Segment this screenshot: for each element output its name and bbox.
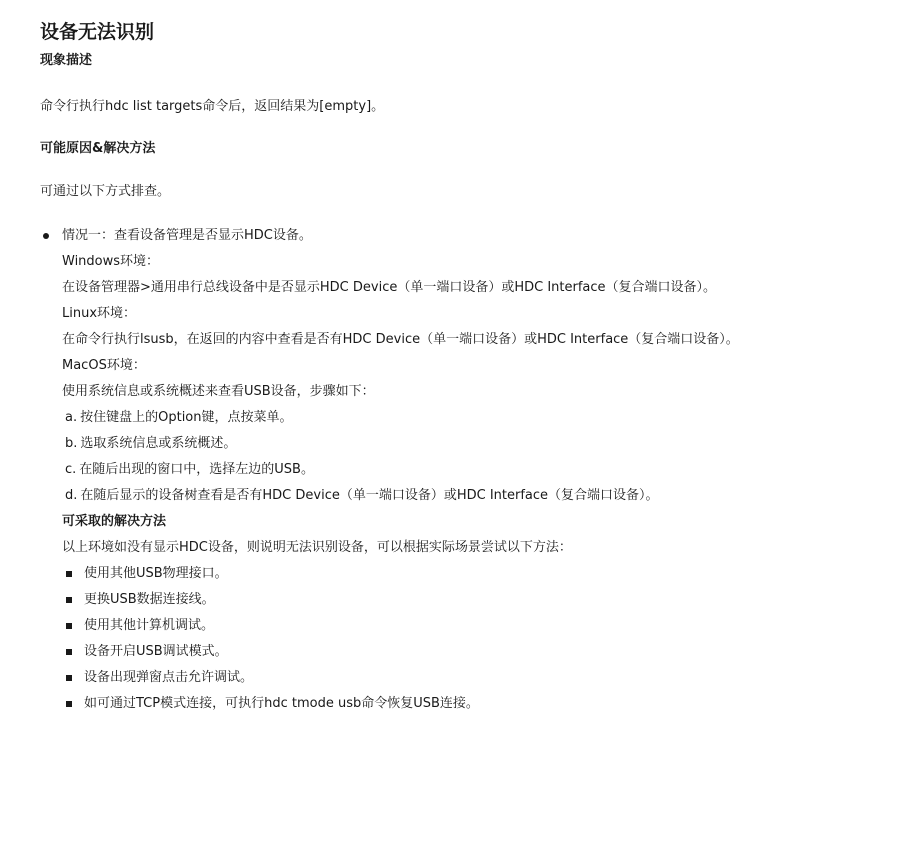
solution-item bbox=[62, 695, 919, 713]
symptom-heading: 现象描述 bbox=[40, 53, 93, 68]
step-text: 在随后出现的窗口中，选择左边的USB。 bbox=[79, 462, 314, 477]
page-title: 设备无法识别 bbox=[40, 21, 155, 43]
step-text: 按住键盘上的Option键，点按菜单。 bbox=[80, 410, 293, 425]
linux-label: Linux环境： bbox=[62, 306, 137, 321]
mac-step bbox=[65, 435, 919, 453]
solution-text: 使用其他计算机调试。 bbox=[84, 618, 215, 633]
solution-item bbox=[62, 565, 919, 583]
square-bullet-icon bbox=[66, 675, 72, 681]
mac-step bbox=[65, 487, 919, 505]
step-text: 在随后显示的设备树查看是否有HDC Device（单一端口设备）或HDC Interface（复合端口设备）。 bbox=[80, 488, 659, 503]
square-bullet-icon bbox=[66, 649, 72, 655]
mac-step bbox=[65, 461, 919, 479]
square-bullet-icon bbox=[66, 623, 72, 629]
solution-item bbox=[62, 643, 919, 661]
solution-text: 更换USB数据连接线。 bbox=[84, 592, 215, 607]
solution-text: 使用其他USB物理接口。 bbox=[84, 566, 228, 581]
mac-text: 使用系统信息或系统概述来查看USB设备，步骤如下： bbox=[62, 384, 375, 399]
case-list bbox=[40, 227, 919, 713]
cause-heading: 可能原因&解决方法 bbox=[40, 141, 156, 156]
step-marker: b. bbox=[65, 436, 78, 451]
square-bullet-icon bbox=[66, 571, 72, 577]
symptom-text: 命令行执行hdc list targets命令后，返回结果为[empty]。 bbox=[40, 99, 385, 114]
solutions-heading: 可采取的解决方法 bbox=[62, 514, 167, 529]
solutions-list bbox=[62, 565, 919, 713]
solutions-intro: 以上环境如没有显示HDC设备，则说明无法识别设备，可以根据实际场景尝试以下方法： bbox=[62, 540, 572, 555]
solution-text: 设备出现弹窗点击允许调试。 bbox=[84, 670, 254, 685]
linux-text: 在命令行执行lsusb，在返回的内容中查看是否有HDC Device（单一端口设备）或HDC Interface（复合端口设备）。 bbox=[62, 332, 739, 347]
mac-steps-list bbox=[62, 409, 919, 505]
windows-text: 在设备管理器>通用串行总线设备中是否显示HDC Device（单一端口设备）或HDC Interface（复合端口设备）。 bbox=[62, 280, 717, 295]
step-marker: d. bbox=[65, 488, 78, 503]
step-marker: a. bbox=[65, 410, 78, 425]
square-bullet-icon bbox=[66, 701, 72, 707]
mac-label: MacOS环境： bbox=[62, 358, 146, 373]
solution-text: 如可通过TCP模式连接，可执行hdc tmode usb命令恢复USB连接。 bbox=[84, 696, 479, 711]
solution-item bbox=[62, 591, 919, 609]
solution-item bbox=[62, 669, 919, 687]
solution-text: 设备开启USB调试模式。 bbox=[84, 644, 228, 659]
step-text: 选取系统信息或系统概述。 bbox=[80, 436, 237, 451]
windows-label: Windows环境： bbox=[62, 254, 160, 269]
solution-item bbox=[62, 617, 919, 635]
bullet-dot-icon bbox=[43, 233, 49, 239]
case-item bbox=[40, 227, 919, 713]
case1-title: 情况一：查看设备管理是否显示HDC设备。 bbox=[62, 228, 312, 243]
step-marker: c. bbox=[65, 462, 77, 477]
cause-intro: 可通过以下方式排查。 bbox=[40, 184, 171, 199]
square-bullet-icon bbox=[66, 597, 72, 603]
mac-step bbox=[65, 409, 919, 427]
